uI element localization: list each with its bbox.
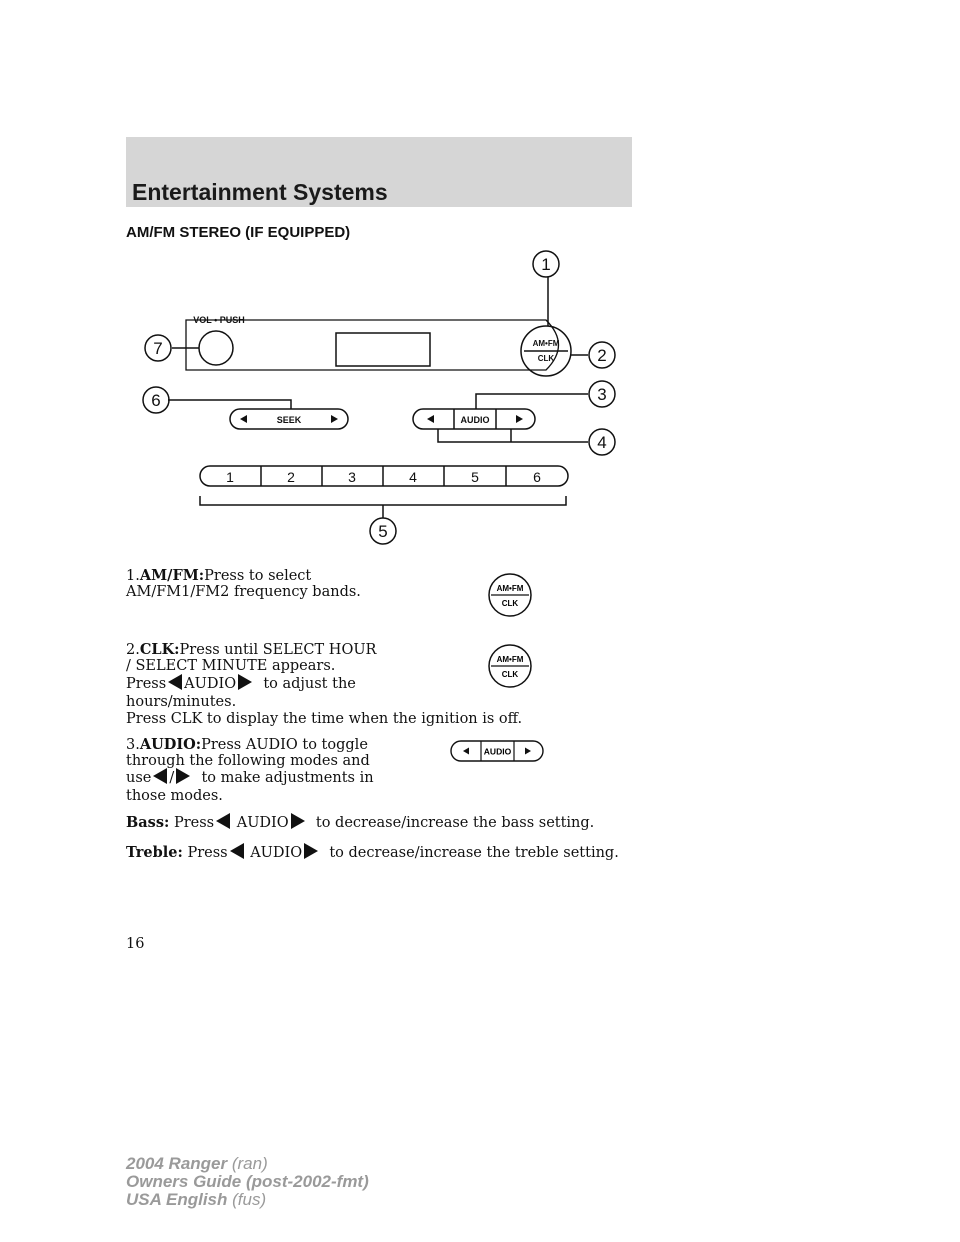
right-arrow-icon (304, 843, 318, 859)
item-clk-line1: 2.CLK:Press until SELECT HOUR (126, 641, 377, 658)
right-arrow-icon (291, 813, 305, 829)
item-amfm-line1: 1.AM/FM:Press to select (126, 567, 312, 584)
svg-text:AUDIO: AUDIO (483, 746, 512, 757)
callout-4: 4 (597, 433, 607, 452)
svg-text:CLK: CLK (501, 599, 519, 608)
right-arrow-icon (238, 674, 252, 690)
item-audio-line4: those modes. (126, 788, 223, 804)
left-arrow-icon (216, 813, 230, 829)
callout-5: 5 (378, 522, 388, 541)
preset-4: 4 (409, 469, 417, 485)
audio-button-icon (450, 739, 544, 763)
item-audio-line1: 3.AUDIO:Press AUDIO to toggle (126, 736, 368, 753)
audio-label: AUDIO (460, 415, 490, 425)
item-clk-line2: / SELECT MINUTE appears. (126, 658, 336, 674)
bass-line: Bass: Press AUDIO to decrease/increase the bass setting. (126, 814, 595, 831)
callout-2: 2 (597, 346, 607, 365)
preset-bar (200, 466, 568, 486)
svg-text:AM•FM: AM•FM (496, 655, 524, 664)
item-clk-line4: hours/minutes. (126, 694, 237, 710)
knob-label: VOL • PUSH (193, 315, 245, 325)
right-arrow-icon (176, 768, 190, 784)
item-clk-line5: Press CLK to display the time when the ignition is off. (126, 711, 523, 727)
amfm-label: AM•FM (532, 339, 560, 348)
preset-3: 3 (348, 469, 356, 485)
preset-5: 5 (471, 469, 479, 485)
radio-faceplate-diagram (126, 240, 626, 550)
svg-text:CLK: CLK (501, 670, 519, 679)
preset-2: 2 (287, 469, 295, 485)
preset-6: 6 (533, 469, 541, 485)
item-clk-line3: Press AUDIO to adjust the (126, 676, 356, 692)
footer: 2004 Ranger (ran) Owners Guide (post-2002-fmt) USA English (fus) (126, 1154, 369, 1209)
item-audio-line3: use / to make adjustments in (126, 770, 374, 786)
treble-line: Treble: Press AUDIO to decrease/increase the treble setting. (126, 844, 619, 861)
preset-1: 1 (226, 469, 234, 485)
callout-7: 7 (153, 339, 163, 358)
page-number: 16 (126, 936, 145, 952)
seek-label: SEEK (276, 415, 302, 425)
amfm-clk-icon-2 (487, 643, 533, 689)
volume-knob (199, 331, 233, 365)
left-arrow-icon (168, 674, 182, 690)
faceplate-outline (186, 320, 559, 370)
page-header-title: Entertainment Systems (132, 179, 388, 205)
callout-1: 1 (541, 255, 551, 274)
section-title: AM/FM STEREO (IF EQUIPPED) (126, 224, 351, 241)
callout-3: 3 (597, 385, 607, 404)
item-audio-line2: through the following modes and (126, 753, 370, 769)
callout-6: 6 (151, 391, 161, 410)
left-arrow-icon (230, 843, 244, 859)
amfm-clk-icon (487, 572, 533, 618)
svg-text:AM•FM: AM•FM (496, 584, 524, 593)
item-amfm-line2: AM/FM1/FM2 frequency bands. (126, 584, 361, 600)
clk-label: CLK (537, 354, 555, 363)
left-arrow-icon (153, 768, 167, 784)
display-window (336, 333, 430, 366)
